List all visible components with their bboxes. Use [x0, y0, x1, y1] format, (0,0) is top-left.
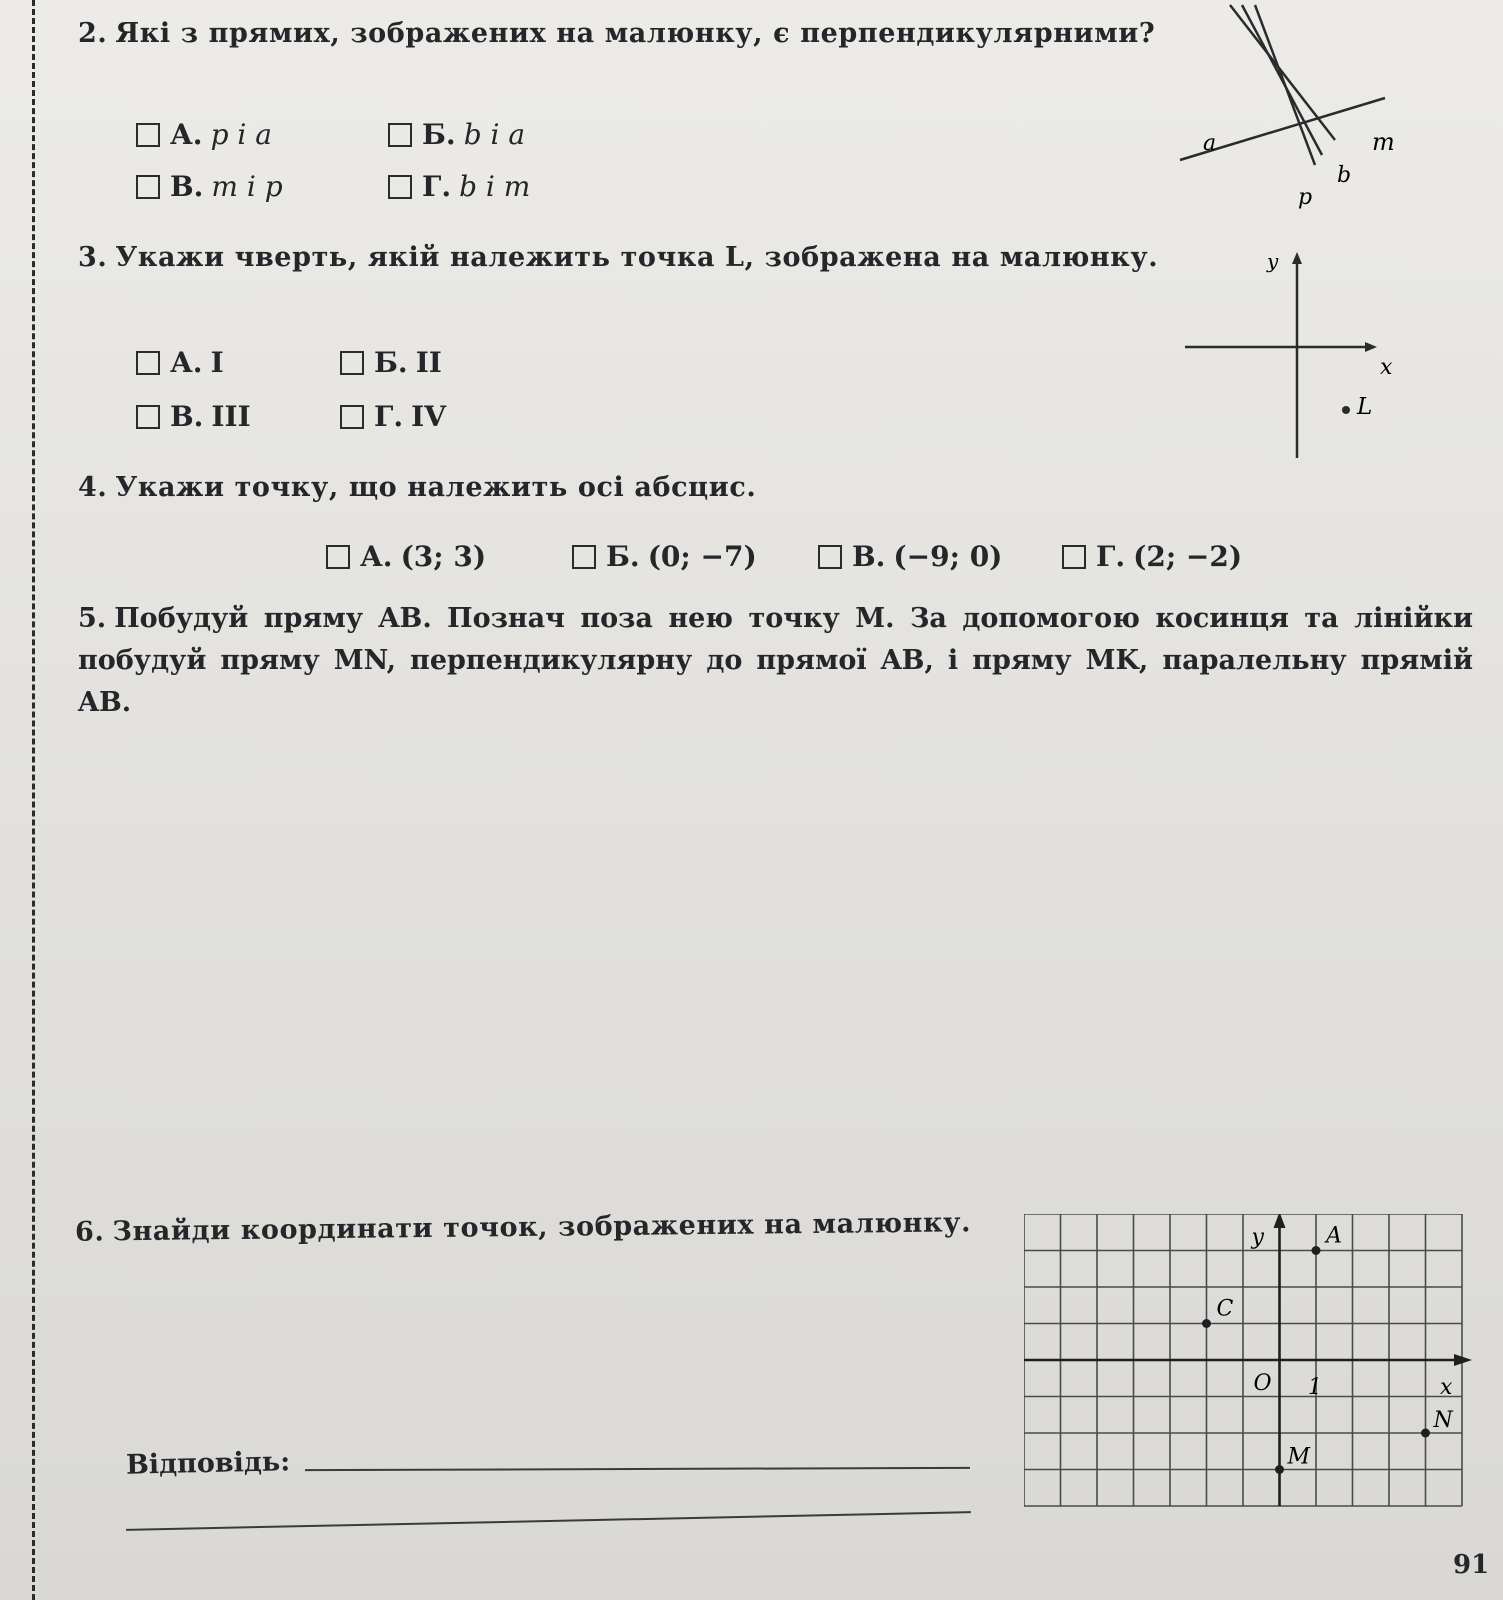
label-m: M: [1287, 1444, 1311, 1470]
option-letter: Г.: [1096, 540, 1126, 573]
option-letter: Б.: [606, 540, 640, 573]
option-letter: В.: [852, 540, 886, 573]
checkbox[interactable]: [340, 351, 364, 375]
answer-label: Відповідь:: [125, 1446, 291, 1481]
task-3-number: 3.: [78, 242, 108, 273]
option-letter: В.: [170, 170, 204, 203]
task-3-question: [78, 238, 1158, 278]
task-4-option-b[interactable]: [572, 540, 757, 573]
checkbox[interactable]: [326, 545, 350, 569]
task-4-option-v[interactable]: [818, 540, 1002, 573]
answer-line[interactable]: [126, 1511, 971, 1531]
cut-line: [32, 0, 35, 1600]
option-text: I: [210, 346, 224, 379]
option-text: b і m: [459, 170, 531, 203]
label-a: a: [1203, 131, 1217, 156]
task-3-option-v[interactable]: [136, 400, 251, 433]
task-2-option-v[interactable]: [136, 170, 283, 203]
option-text: (2; −2): [1133, 540, 1243, 573]
label-y: y: [1267, 249, 1279, 273]
option-letter: В.: [170, 400, 204, 433]
option-text: II: [415, 346, 442, 379]
task-4-number: 4.: [78, 472, 108, 503]
task-4-option-a[interactable]: [326, 540, 486, 573]
points: [1202, 1224, 1454, 1475]
point-c: [1202, 1319, 1211, 1328]
option-text: (0; −7): [647, 540, 757, 573]
option-text: (−9; 0): [893, 540, 1003, 573]
task-2-question: [78, 14, 1155, 54]
label-unit: 1: [1308, 1375, 1322, 1400]
checkbox[interactable]: [136, 175, 160, 199]
option-text: (3; 3): [400, 540, 487, 573]
task-4-question-text: Укажи точку, що належить осі абсцис.: [115, 472, 757, 503]
task-3-option-g[interactable]: [340, 400, 446, 433]
point-m: [1275, 1465, 1284, 1474]
task-5-text: [78, 598, 1473, 724]
checkbox[interactable]: [818, 545, 842, 569]
task-5-number: 5.: [78, 603, 107, 634]
option-letter: Б.: [374, 346, 408, 379]
label-x: x: [1380, 355, 1393, 380]
checkbox[interactable]: [572, 545, 596, 569]
y-axis-arrow-icon: [1274, 1214, 1286, 1228]
label-a: A: [1326, 1223, 1342, 1249]
x-axis-arrow-icon: [1454, 1354, 1472, 1366]
checkbox[interactable]: [340, 405, 364, 429]
line-m: [1230, 5, 1335, 140]
axes: [1024, 1214, 1472, 1506]
task-3-option-a[interactable]: [136, 346, 224, 379]
label-n: N: [1433, 1408, 1453, 1433]
task-4-option-g[interactable]: [1062, 540, 1242, 573]
label-m: m: [1372, 128, 1395, 156]
task-2-number: 2.: [78, 18, 108, 49]
line-p: [1255, 5, 1315, 165]
checkbox[interactable]: [388, 175, 412, 199]
x-axis-arrow-icon: [1365, 342, 1377, 352]
option-letter: А.: [360, 540, 393, 573]
option-text: IV: [411, 400, 446, 433]
option-letter: Г.: [422, 170, 452, 203]
task-3-axes-figure: [1170, 248, 1410, 463]
task-2-question-text: Які з прямих, зображених на малюнку, є перпендикулярними?: [115, 18, 1156, 49]
label-x: x: [1440, 1375, 1453, 1400]
option-letter: Б.: [422, 118, 456, 151]
task-2-lines-figure: [1150, 0, 1410, 220]
checkbox[interactable]: [136, 123, 160, 147]
task-2-option-a[interactable]: [136, 118, 272, 151]
option-letter: А.: [170, 346, 203, 379]
point-n: [1421, 1429, 1430, 1438]
task-6-number: 6.: [74, 1216, 105, 1248]
task-3-question-text: Укажи чверть, якій належить точка L, зображена на малюнку.: [115, 242, 1159, 273]
label-p: p: [1298, 185, 1313, 210]
page-number: 91: [1453, 1550, 1490, 1580]
task-2-option-b[interactable]: [388, 118, 525, 151]
option-text: b і a: [463, 118, 526, 151]
label-c: C: [1216, 1296, 1234, 1322]
label-y: y: [1251, 1225, 1264, 1250]
checkbox[interactable]: [136, 351, 160, 375]
task-2-option-g[interactable]: [388, 170, 530, 203]
task-5-body: Побудуй пряму AB. Познач поза нею точку M. За допомогою косинця та лінійки побудуй пряму MN, перпендикулярну до прямої AB, і пряму MK, паралельну прямій AB.: [78, 603, 1473, 718]
point-l: [1342, 406, 1350, 414]
y-axis-arrow-icon: [1292, 252, 1302, 264]
task-6-question: [75, 1203, 971, 1252]
option-text: m і p: [211, 170, 283, 203]
option-text: III: [211, 400, 251, 433]
label-origin: O: [1253, 1371, 1272, 1396]
checkbox[interactable]: [1062, 545, 1086, 569]
point-a: [1312, 1246, 1321, 1255]
option-letter: Г.: [374, 400, 404, 433]
task-4-question: [78, 468, 756, 508]
answer-line[interactable]: [305, 1467, 970, 1471]
checkbox[interactable]: [388, 123, 412, 147]
label-l: L: [1357, 394, 1373, 420]
task-6-coordinate-grid: [1024, 1214, 1494, 1524]
checkbox[interactable]: [136, 405, 160, 429]
option-letter: А.: [170, 118, 203, 151]
task-3-option-b[interactable]: [340, 346, 442, 379]
label-b: b: [1337, 163, 1352, 188]
task-6-question-text: Знайди координати точок, зображених на малюнку.: [112, 1207, 972, 1248]
option-text: p і a: [210, 118, 272, 151]
